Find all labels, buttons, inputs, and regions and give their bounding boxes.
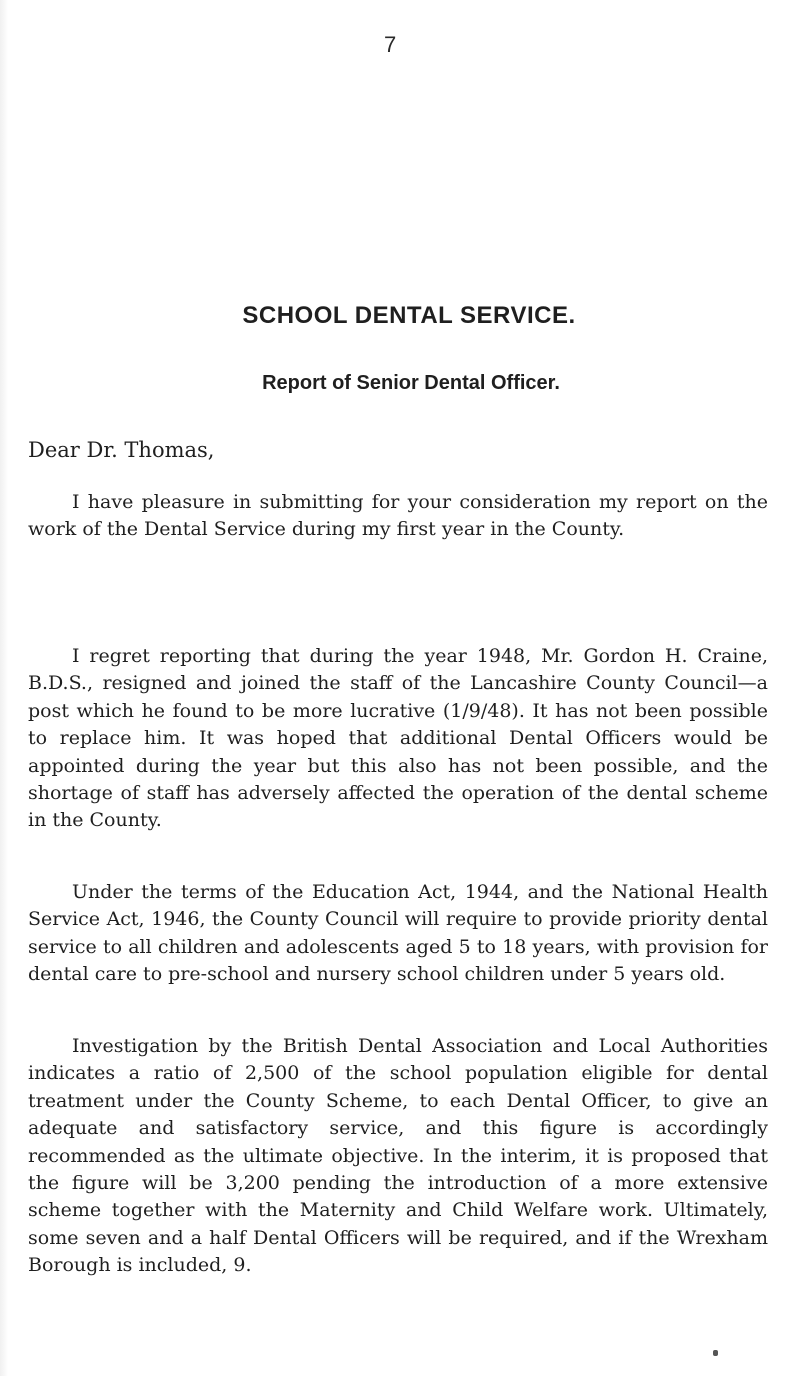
document-subtitle: Report of Senior Dental Officer. <box>262 372 560 394</box>
document-title: SCHOOL DENTAL SERVICE. <box>242 302 576 329</box>
letter-salutation: Dear Dr. Thomas, <box>28 438 215 462</box>
page-number: 7 <box>384 32 397 57</box>
ink-speck <box>713 1350 718 1356</box>
paragraph-investigation: Investigation by the British Dental Association and Local Authorities indicates a ratio of 2,500 of the school population eligible for dental treatment under the County Scheme, to each Dental Officer, to give an adequate and satisfactory service, and this figure is accordingly recommended as the ultimate objective. In the interim, it is proposed that the figure will be 3,200 pending the introduction of a more extensive scheme together with the Maternity and Child Welfare work. Ultimately, some seven and a half Dental Officers will be required, and if the Wrexham Borough is included, 9. <box>28 1035 768 1277</box>
paragraph-staffing: I regret reporting that during the year 1948, Mr. Gordon H. Craine, B.D.S., resigned and joined the staff of the Lancashire County Council—a post which he found to be more lucrative (1/9/48). It has not been possible to replace him. It was hoped that additional Dental Officers would be appointed during the year but this also has not been possible, and the shortage of staff has adversely affected the operation of the dental scheme in the County. <box>28 645 768 832</box>
paragraph-intro: I have pleasure in submitting for your consideration my report on the work of the Dental Service during my first year in the County. <box>28 491 768 541</box>
paragraph-legislation: Under the terms of the Education Act, 1944, and the National Health Service Act, 1946, the County Council will require to provide priority dental service to all children and adolescents aged 5 to 18 years, with provision for dental care to pre-school and nursery school children under 5 years old. <box>28 881 768 986</box>
page-edge-shadow <box>0 0 8 1376</box>
